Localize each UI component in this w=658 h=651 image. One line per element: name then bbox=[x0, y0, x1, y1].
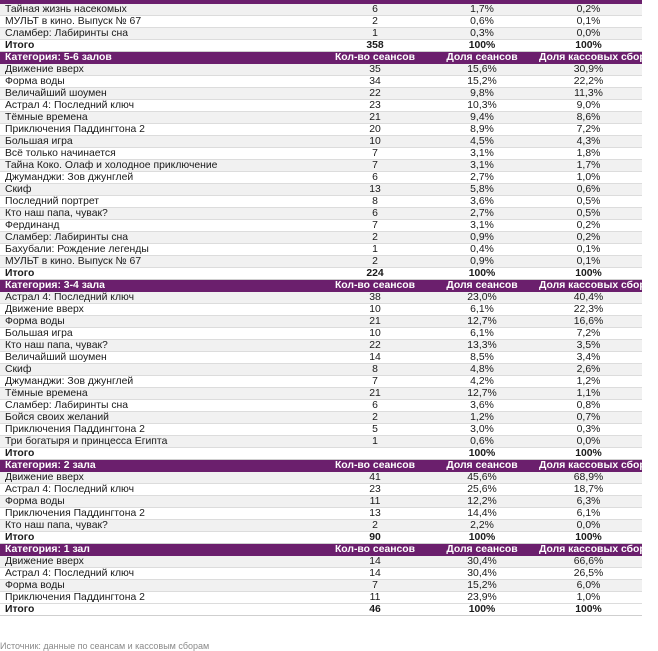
sessions-count: 7 bbox=[321, 580, 429, 592]
box-office-share: 1,0% bbox=[535, 592, 642, 604]
box-office-share: 8,6% bbox=[535, 112, 642, 124]
sessions-count: 6 bbox=[321, 400, 429, 412]
table-row bbox=[0, 472, 642, 484]
total-box-office-share: 100% bbox=[535, 40, 642, 52]
film-title: Кто наш папа, чувак? bbox=[0, 340, 321, 352]
box-office-share: 11,3% bbox=[535, 88, 642, 100]
table-row bbox=[0, 580, 642, 592]
sessions-count: 7 bbox=[321, 148, 429, 160]
film-title: Джуманджи: Зов джунглей bbox=[0, 376, 321, 388]
film-title: Форма воды bbox=[0, 316, 321, 328]
sessions-count: 41 bbox=[321, 472, 429, 484]
session-share: 1,2% bbox=[429, 412, 535, 424]
total-row bbox=[0, 40, 642, 52]
film-title: Астрал 4: Последний ключ bbox=[0, 568, 321, 580]
sessions-count: 2 bbox=[321, 520, 429, 532]
film-title: Три богатыря и принцесса Египта bbox=[0, 436, 321, 448]
film-title: Приключения Паддингтона 2 bbox=[0, 508, 321, 520]
column-header-box-office-share: Доля кассовых сборов bbox=[535, 544, 642, 557]
box-office-share: 16,6% bbox=[535, 316, 642, 328]
table-row bbox=[0, 4, 642, 16]
session-share: 2,7% bbox=[429, 208, 535, 220]
total-box-office-share: 100% bbox=[535, 532, 642, 544]
session-share: 3,1% bbox=[429, 160, 535, 172]
report-table bbox=[0, 3, 658, 616]
table-row bbox=[0, 424, 642, 436]
table-row bbox=[0, 388, 642, 400]
film-title: Величайший шоумен bbox=[0, 352, 321, 364]
column-header-sessions: Кол-во сеансов bbox=[321, 544, 429, 557]
sessions-count: 35 bbox=[321, 64, 429, 76]
sessions-count: 10 bbox=[321, 136, 429, 148]
table-row bbox=[0, 316, 642, 328]
session-share: 45,6% bbox=[429, 472, 535, 484]
film-title: Кто наш папа, чувак? bbox=[0, 520, 321, 532]
table-row bbox=[0, 28, 642, 40]
film-title: Кто наш папа, чувак? bbox=[0, 208, 321, 220]
session-share: 15,6% bbox=[429, 64, 535, 76]
sessions-count: 13 bbox=[321, 508, 429, 520]
sessions-count: 8 bbox=[321, 196, 429, 208]
category-title: Категория: 1 зал bbox=[0, 544, 321, 557]
session-share: 30,4% bbox=[429, 568, 535, 580]
box-office-share: 6,0% bbox=[535, 580, 642, 592]
film-title: Величайший шоумен bbox=[0, 88, 321, 100]
table-row bbox=[0, 304, 642, 316]
box-office-share: 0,8% bbox=[535, 400, 642, 412]
sessions-count: 10 bbox=[321, 328, 429, 340]
session-share: 1,7% bbox=[429, 4, 535, 16]
table-row bbox=[0, 184, 642, 196]
table-row bbox=[0, 508, 642, 520]
column-header-box-office-share: Доля кассовых сборов bbox=[535, 460, 642, 473]
box-office-share: 0,1% bbox=[535, 244, 642, 256]
session-share: 0,4% bbox=[429, 244, 535, 256]
box-office-share: 1,0% bbox=[535, 172, 642, 184]
sessions-count: 14 bbox=[321, 568, 429, 580]
table-row bbox=[0, 256, 642, 268]
sessions-count: 22 bbox=[321, 88, 429, 100]
film-title: Форма воды bbox=[0, 496, 321, 508]
box-office-share: 26,5% bbox=[535, 568, 642, 580]
box-office-share: 1,8% bbox=[535, 148, 642, 160]
category-title: Категория: 5-6 залов bbox=[0, 52, 321, 65]
film-title: Тайная жизнь насекомых bbox=[0, 4, 321, 16]
total-session-share: 100% bbox=[429, 268, 535, 280]
table-row bbox=[0, 340, 642, 352]
total-sessions: 46 bbox=[321, 604, 429, 616]
table-row bbox=[0, 16, 642, 28]
box-office-share: 3,4% bbox=[535, 352, 642, 364]
session-share: 0,3% bbox=[429, 28, 535, 40]
total-label: Итого bbox=[0, 532, 321, 544]
sessions-count: 11 bbox=[321, 592, 429, 604]
session-share: 8,9% bbox=[429, 124, 535, 136]
session-share: 3,1% bbox=[429, 148, 535, 160]
sessions-count: 6 bbox=[321, 172, 429, 184]
session-share: 2,2% bbox=[429, 520, 535, 532]
table-row bbox=[0, 136, 642, 148]
film-title: Скиф bbox=[0, 364, 321, 376]
total-box-office-share: 100% bbox=[535, 604, 642, 616]
table-row bbox=[0, 172, 642, 184]
table-row bbox=[0, 64, 642, 76]
session-share: 12,2% bbox=[429, 496, 535, 508]
session-share: 9,4% bbox=[429, 112, 535, 124]
film-title: Скиф bbox=[0, 184, 321, 196]
session-share: 4,8% bbox=[429, 364, 535, 376]
sessions-count: 8 bbox=[321, 364, 429, 376]
category-header-row bbox=[0, 52, 642, 65]
total-sessions: 358 bbox=[321, 40, 429, 52]
box-office-share: 1,1% bbox=[535, 388, 642, 400]
table-row bbox=[0, 412, 642, 424]
table-row bbox=[0, 352, 642, 364]
total-sessions: 90 bbox=[321, 532, 429, 544]
total-row bbox=[0, 268, 642, 280]
film-title: Джуманджи: Зов джунглей bbox=[0, 172, 321, 184]
box-office-share: 0,3% bbox=[535, 424, 642, 436]
sessions-count: 38 bbox=[321, 292, 429, 304]
sessions-count: 1 bbox=[321, 436, 429, 448]
table-row bbox=[0, 160, 642, 172]
session-share: 0,6% bbox=[429, 436, 535, 448]
session-share: 3,1% bbox=[429, 220, 535, 232]
box-office-share: 18,7% bbox=[535, 484, 642, 496]
session-share: 13,3% bbox=[429, 340, 535, 352]
box-office-share: 6,1% bbox=[535, 508, 642, 520]
film-title: Большая игра bbox=[0, 136, 321, 148]
session-share: 3,0% bbox=[429, 424, 535, 436]
table-row bbox=[0, 244, 642, 256]
column-header-session-share: Доля сеансов bbox=[429, 280, 535, 293]
box-office-share: 9,0% bbox=[535, 100, 642, 112]
session-share: 12,7% bbox=[429, 316, 535, 328]
sessions-count: 23 bbox=[321, 100, 429, 112]
sessions-count: 34 bbox=[321, 76, 429, 88]
category-title: Категория: 3-4 зала bbox=[0, 280, 321, 293]
table-row bbox=[0, 496, 642, 508]
session-share: 9,8% bbox=[429, 88, 535, 100]
total-row bbox=[0, 532, 642, 544]
total-label: Итого bbox=[0, 268, 321, 280]
total-sessions: 224 bbox=[321, 268, 429, 280]
box-office-share: 7,2% bbox=[535, 328, 642, 340]
table-row bbox=[0, 328, 642, 340]
box-office-share: 0,5% bbox=[535, 196, 642, 208]
session-share: 0,6% bbox=[429, 16, 535, 28]
box-office-share: 1,2% bbox=[535, 376, 642, 388]
film-title: Форма воды bbox=[0, 76, 321, 88]
box-office-share: 0,7% bbox=[535, 412, 642, 424]
sessions-count: 2 bbox=[321, 16, 429, 28]
box-office-share: 0,0% bbox=[535, 436, 642, 448]
session-share: 15,2% bbox=[429, 580, 535, 592]
sessions-count: 10 bbox=[321, 304, 429, 316]
table-row bbox=[0, 484, 642, 496]
box-office-share: 1,7% bbox=[535, 160, 642, 172]
table-row bbox=[0, 88, 642, 100]
table-row bbox=[0, 208, 642, 220]
column-header-session-share: Доля сеансов bbox=[429, 460, 535, 473]
total-row bbox=[0, 448, 642, 460]
total-label: Итого bbox=[0, 448, 321, 460]
table-row bbox=[0, 400, 642, 412]
box-office-share: 0,1% bbox=[535, 16, 642, 28]
box-office-report bbox=[0, 3, 658, 616]
column-header-sessions: Кол-во сеансов bbox=[321, 460, 429, 473]
box-office-share: 0,2% bbox=[535, 232, 642, 244]
category-header-row bbox=[0, 544, 642, 557]
table-row bbox=[0, 112, 642, 124]
film-title: Сламбер: Лабиринты сна bbox=[0, 232, 321, 244]
table-row bbox=[0, 148, 642, 160]
film-title: Астрал 4: Последний ключ bbox=[0, 484, 321, 496]
box-office-share: 40,4% bbox=[535, 292, 642, 304]
total-session-share: 100% bbox=[429, 532, 535, 544]
total-label: Итого bbox=[0, 604, 321, 616]
sessions-count: 2 bbox=[321, 256, 429, 268]
film-title: Последний портрет bbox=[0, 196, 321, 208]
total-session-share: 100% bbox=[429, 448, 535, 460]
box-office-share: 0,6% bbox=[535, 184, 642, 196]
table-row bbox=[0, 592, 642, 604]
table-row bbox=[0, 520, 642, 532]
total-row bbox=[0, 604, 642, 616]
total-label: Итого bbox=[0, 40, 321, 52]
box-office-share: 0,1% bbox=[535, 256, 642, 268]
session-share: 0,9% bbox=[429, 256, 535, 268]
sessions-count: 7 bbox=[321, 160, 429, 172]
table-row bbox=[0, 196, 642, 208]
table-row bbox=[0, 376, 642, 388]
box-office-share: 6,3% bbox=[535, 496, 642, 508]
film-title: Приключения Паддингтона 2 bbox=[0, 124, 321, 136]
sessions-count: 1 bbox=[321, 244, 429, 256]
sessions-count: 23 bbox=[321, 484, 429, 496]
sessions-count: 11 bbox=[321, 496, 429, 508]
sessions-count: 14 bbox=[321, 556, 429, 568]
film-title: Всё только начинается bbox=[0, 148, 321, 160]
box-office-share: 0,0% bbox=[535, 28, 642, 40]
sessions-count: 20 bbox=[321, 124, 429, 136]
sessions-count: 2 bbox=[321, 412, 429, 424]
session-share: 30,4% bbox=[429, 556, 535, 568]
table-row bbox=[0, 232, 642, 244]
film-title: Приключения Паддингтона 2 bbox=[0, 592, 321, 604]
box-office-share: 3,5% bbox=[535, 340, 642, 352]
table-row bbox=[0, 292, 642, 304]
table-row bbox=[0, 100, 642, 112]
category-header-row bbox=[0, 460, 642, 473]
table-row bbox=[0, 436, 642, 448]
film-title: Тёмные времена bbox=[0, 388, 321, 400]
total-box-office-share: 100% bbox=[535, 448, 642, 460]
film-title: Тайна Коко. Олаф и холодное приключение bbox=[0, 160, 321, 172]
category-header-row bbox=[0, 280, 642, 293]
column-header-box-office-share: Доля кассовых сборов bbox=[535, 52, 642, 65]
session-share: 14,4% bbox=[429, 508, 535, 520]
sessions-count: 14 bbox=[321, 352, 429, 364]
session-share: 3,6% bbox=[429, 400, 535, 412]
sessions-count: 1 bbox=[321, 28, 429, 40]
session-share: 4,2% bbox=[429, 376, 535, 388]
box-office-share: 7,2% bbox=[535, 124, 642, 136]
footer-note-cutoff: Источник: данные по сеансам и кассовым сборам bbox=[0, 641, 210, 651]
session-share: 23,9% bbox=[429, 592, 535, 604]
total-session-share: 100% bbox=[429, 604, 535, 616]
film-title: Сламбер: Лабиринты сна bbox=[0, 400, 321, 412]
session-share: 2,7% bbox=[429, 172, 535, 184]
session-share: 15,2% bbox=[429, 76, 535, 88]
box-office-share: 22,3% bbox=[535, 304, 642, 316]
film-title: МУЛЬТ в кино. Выпуск № 67 bbox=[0, 256, 321, 268]
session-share: 3,6% bbox=[429, 196, 535, 208]
session-share: 8,5% bbox=[429, 352, 535, 364]
column-header-session-share: Доля сеансов bbox=[429, 544, 535, 557]
box-office-share: 0,5% bbox=[535, 208, 642, 220]
total-sessions bbox=[321, 448, 429, 460]
session-share: 6,1% bbox=[429, 328, 535, 340]
film-title: Астрал 4: Последний ключ bbox=[0, 292, 321, 304]
sessions-count: 2 bbox=[321, 232, 429, 244]
sessions-count: 21 bbox=[321, 316, 429, 328]
table-row bbox=[0, 568, 642, 580]
film-title: Движение вверх bbox=[0, 64, 321, 76]
box-office-share: 68,9% bbox=[535, 472, 642, 484]
box-office-share: 4,3% bbox=[535, 136, 642, 148]
column-header-session-share: Доля сеансов bbox=[429, 52, 535, 65]
box-office-share: 0,2% bbox=[535, 4, 642, 16]
film-title: Движение вверх bbox=[0, 556, 321, 568]
session-share: 4,5% bbox=[429, 136, 535, 148]
table-row bbox=[0, 76, 642, 88]
box-office-share: 2,6% bbox=[535, 364, 642, 376]
table-row bbox=[0, 364, 642, 376]
box-office-share: 22,2% bbox=[535, 76, 642, 88]
film-title: Фердинанд bbox=[0, 220, 321, 232]
session-share: 12,7% bbox=[429, 388, 535, 400]
sessions-count: 5 bbox=[321, 424, 429, 436]
sessions-count: 22 bbox=[321, 340, 429, 352]
column-header-box-office-share: Доля кассовых сборов bbox=[535, 280, 642, 293]
film-title: Бахубали: Рождение легенды bbox=[0, 244, 321, 256]
film-title: Тёмные времена bbox=[0, 112, 321, 124]
session-share: 6,1% bbox=[429, 304, 535, 316]
session-share: 25,6% bbox=[429, 484, 535, 496]
category-title: Категория: 2 зала bbox=[0, 460, 321, 473]
box-office-share: 0,0% bbox=[535, 520, 642, 532]
session-share: 0,9% bbox=[429, 232, 535, 244]
total-box-office-share: 100% bbox=[535, 268, 642, 280]
table-row bbox=[0, 220, 642, 232]
sessions-count: 6 bbox=[321, 208, 429, 220]
sessions-count: 6 bbox=[321, 4, 429, 16]
box-office-share: 66,6% bbox=[535, 556, 642, 568]
film-title: Бойся своих желаний bbox=[0, 412, 321, 424]
box-office-share: 0,2% bbox=[535, 220, 642, 232]
box-office-share: 30,9% bbox=[535, 64, 642, 76]
session-share: 23,0% bbox=[429, 292, 535, 304]
sessions-count: 7 bbox=[321, 220, 429, 232]
film-title: Движение вверх bbox=[0, 304, 321, 316]
film-title: Большая игра bbox=[0, 328, 321, 340]
total-session-share: 100% bbox=[429, 40, 535, 52]
column-header-sessions: Кол-во сеансов bbox=[321, 52, 429, 65]
film-title: Форма воды bbox=[0, 580, 321, 592]
table-row bbox=[0, 556, 642, 568]
sessions-count: 13 bbox=[321, 184, 429, 196]
sessions-count: 21 bbox=[321, 112, 429, 124]
session-share: 10,3% bbox=[429, 100, 535, 112]
film-title: Сламбер: Лабиринты сна bbox=[0, 28, 321, 40]
table-row bbox=[0, 124, 642, 136]
session-share: 5,8% bbox=[429, 184, 535, 196]
film-title: Движение вверх bbox=[0, 472, 321, 484]
film-title: Приключения Паддингтона 2 bbox=[0, 424, 321, 436]
column-header-sessions: Кол-во сеансов bbox=[321, 280, 429, 293]
film-title: Астрал 4: Последний ключ bbox=[0, 100, 321, 112]
film-title: МУЛЬТ в кино. Выпуск № 67 bbox=[0, 16, 321, 28]
sessions-count: 21 bbox=[321, 388, 429, 400]
sessions-count: 7 bbox=[321, 376, 429, 388]
